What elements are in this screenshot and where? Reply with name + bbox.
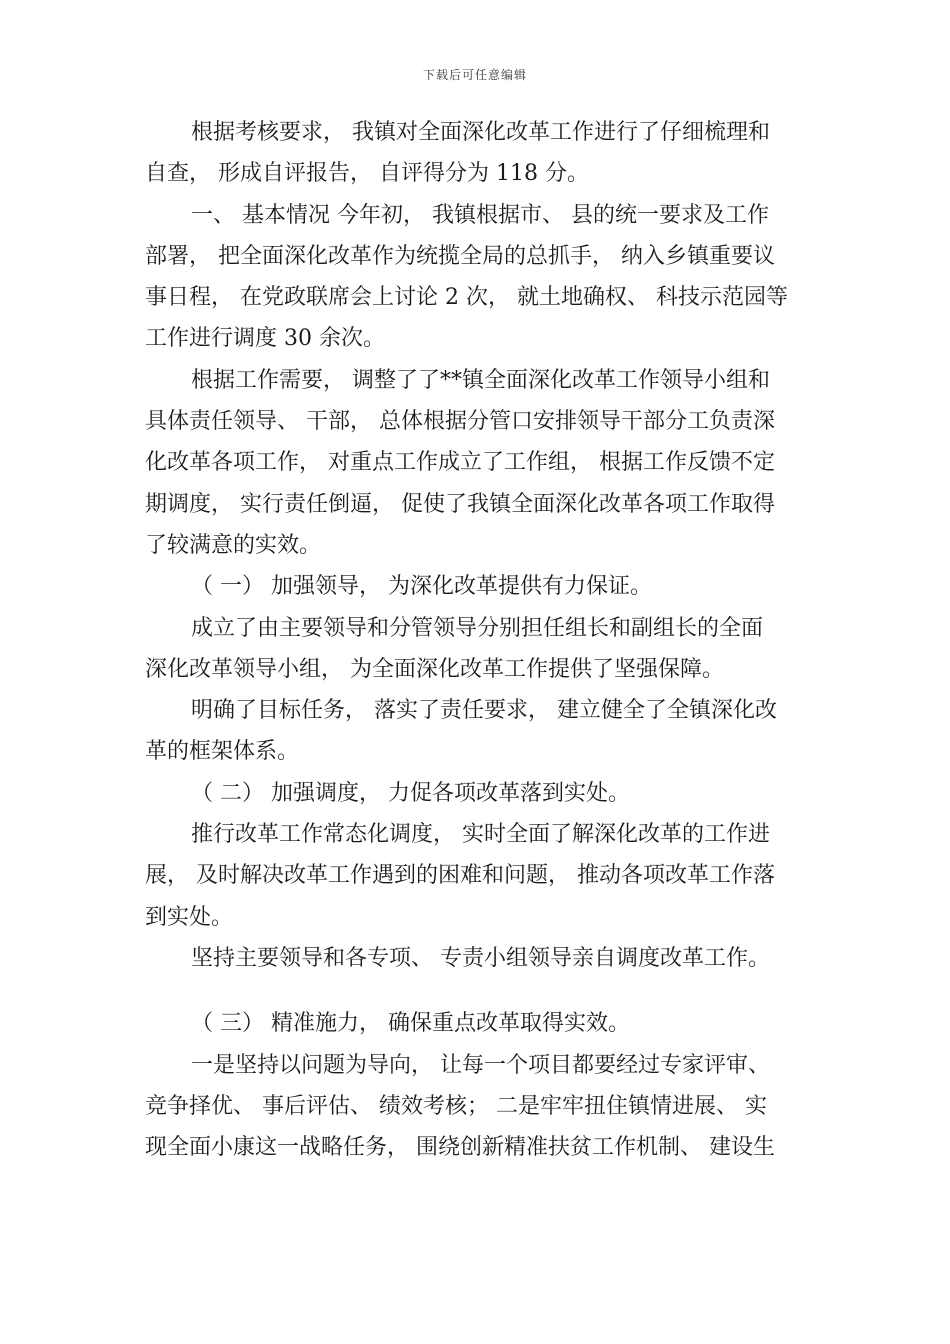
header-note: 下载后可任意编辑 [422,68,527,82]
paragraph-line: 现全面小康这一战略任务， 围绕创新精准扶贫工作机制、 建设生 [145,1135,775,1161]
paragraph-line: 根据工作需要， 调整了了**镇全面深化改革工作领导小组和 [191,367,770,393]
paragraph-gap [145,979,810,1003]
section-heading: （ 一） 加强领导， 为深化改革提供有力保证。 [191,574,652,600]
paragraph-line: 革的框架体系。 [145,739,300,765]
paragraph-line: 化改革各项工作， 对重点工作成立了工作组， 根据工作反馈不定 [145,450,775,476]
paragraph-line: 明确了目标任务， 落实了责任要求， 建立健全了全镇深化改 [191,698,777,724]
document-body [145,112,810,1168]
paragraph-line: 部署， 把全面深化改革作为统揽全局的总抓手， 纳入乡镇重要议 [145,243,775,269]
paragraph-line: 一、 基本情况 今年初， 我镇根据市、 县的统一要求及工作 [191,202,769,228]
paragraph-line: 展， 及时解决改革工作遇到的困难和问题， 推动各项改革工作落 [145,863,775,889]
paragraph-line: 期调度， 实行责任倒逼， 促使了我镇全面深化改革各项工作取得 [145,491,775,517]
paragraph-line: 成立了由主要领导和分管领导分别担任组长和副组长的全面 [191,615,764,641]
paragraph-line: 坚持主要领导和各专项、 专责小组领导亲自调度改革工作。 [191,945,770,971]
paragraph-line: 推行改革工作常态化调度， 实时全面了解深化改革的工作进 [191,822,770,848]
paragraph-line: 事日程， 在党政联席会上讨论 2 次， 就土地确权、 科技示范园等 [145,285,788,311]
paragraph-line: 具体责任领导、 干部， 总体根据分管口安排领导干部分工负责深 [145,409,775,435]
paragraph-line: 自查， 形成自评报告， 自评得分为 118 分。 [145,161,589,187]
paragraph-line: 深化改革领导小组， 为全面深化改革工作提供了坚强保障。 [145,656,724,682]
paragraph-line: 了较满意的实效。 [145,532,322,558]
paragraph-line: 到实处。 [145,904,234,930]
paragraph-line: 工作进行调度 30 余次。 [145,326,385,352]
section-heading: （ 三） 精准施力， 确保重点改革取得实效。 [191,1011,630,1037]
paragraph-line: 根据考核要求， 我镇对全面深化改革工作进行了仔细梳理和 [191,120,770,145]
section-heading: （ 二） 加强调度， 力促各项改革落到实处。 [191,780,630,806]
paragraph-line: 一是坚持以问题为导向， 让每一个项目都要经过专家评审、 [191,1052,770,1078]
paragraph-line: 竞争择优、 事后评估、 绩效考核； 二是牢牢扭住镇情进展、 实 [145,1093,767,1119]
